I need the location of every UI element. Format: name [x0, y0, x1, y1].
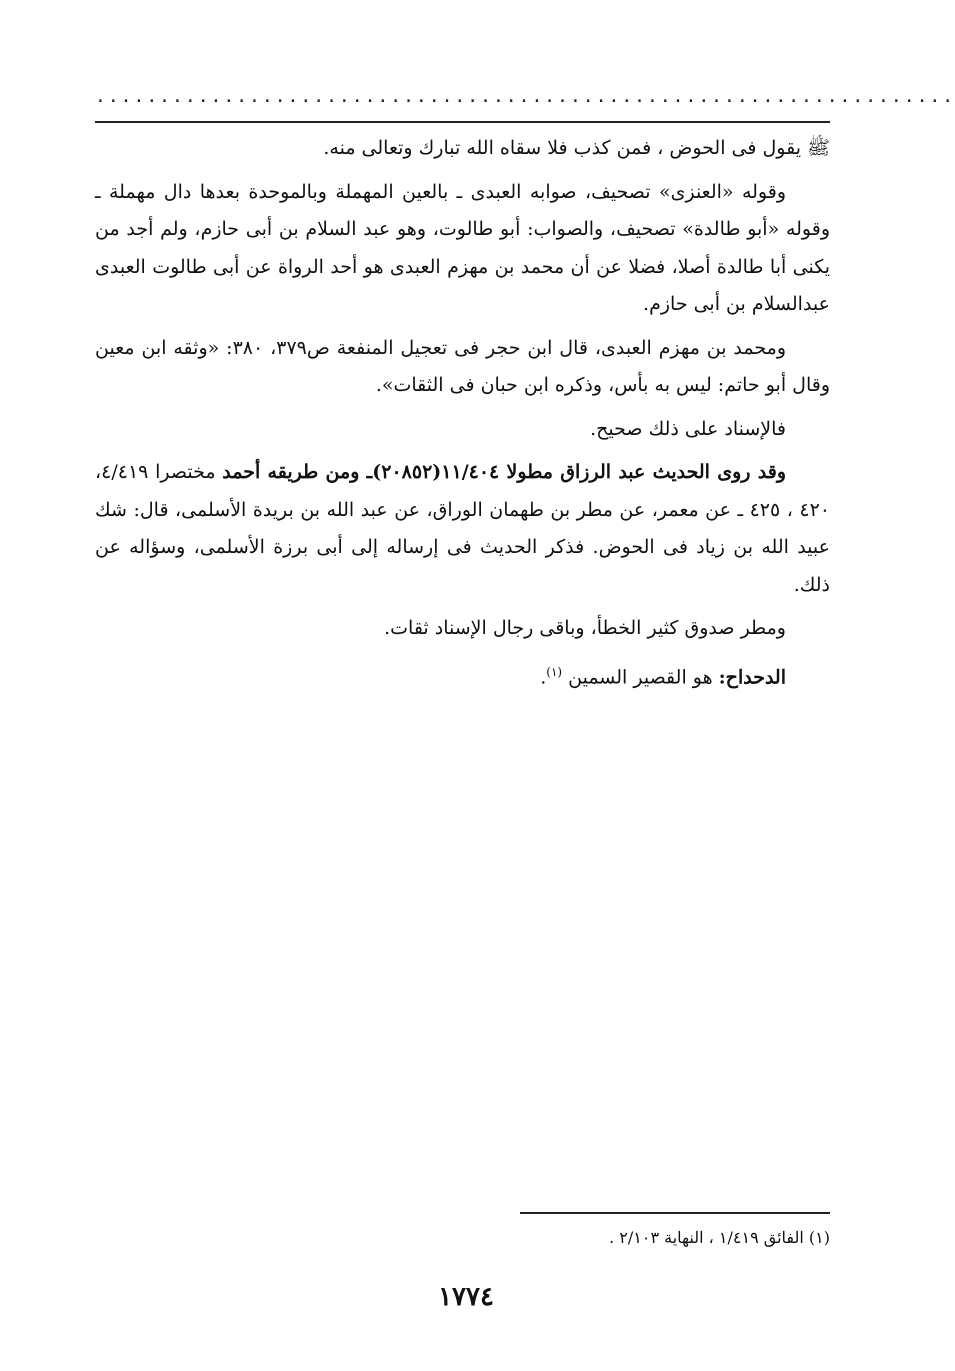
- footnote: (١) الفائق ١/٤١٩ ، النهاية ٢/١٠٣ .: [609, 1228, 830, 1247]
- paragraph-ibn-mahzam: ومحمد بن مهزم العبدى، قال ابن حجر فى تعجيل المنفعة ص٣٧٩، ٣٨٠: «وثقه ابن معين وقال أبو حاتم: ليس به بأس، وذكره ابن حبان فى الثقات».: [95, 336, 830, 396]
- gloss-end: .: [540, 665, 547, 688]
- paragraph-riwaya: [95, 454, 830, 604]
- page-number: ١٧٧٤: [438, 1282, 494, 1312]
- riwaya-details: مختصرا ٤/٤١٩، ٤٢٠ ، ٤٢٥ ـ عن معمر، عن مطر بن طهمان الوراق، عن عبد الله بن بريدة الأسلمى، قال: شك عبيد الله بن زياد فى الحوض. فذكر الحديث فى إرساله إلى أبى برزة الأسلمى، وسؤاله عن ذلك.: [95, 461, 830, 596]
- paragraph-isnad-sahih: فالإسناد على ذلك صحيح.: [590, 417, 786, 440]
- paragraph-matar: ومطر صدوق كثير الخطأ، وباقى رجال الإسناد ثقات.: [384, 617, 786, 639]
- gloss-term: الدحداح:: [718, 665, 786, 688]
- header-rule: [95, 121, 830, 123]
- footnote-rule: [520, 1212, 830, 1214]
- header-dotted-line: ...................................................................: [95, 86, 955, 107]
- paragraph-hadith-ending: ﷺ يقول فى الحوض ، فمن كذب فلا سقاه الله تبارك وتعالى منه.: [323, 137, 830, 159]
- footnote-reference[interactable]: (١): [546, 664, 563, 679]
- riwaya-ahmad: ـ ومن طريقه أحمد: [222, 461, 373, 483]
- riwaya-abd-al-razzaq: وقد روى الحديث عبد الرزاق مطولا ١١/٤٠٤(٢٠٨٥٢): [372, 461, 786, 483]
- gloss-definition: هو القصير السمين: [568, 665, 713, 688]
- paragraph-tashif-note: وقوله «العنزى» تصحيف، صوابه العبدى ـ بالعين المهملة وبالموحدة بعدها دال مهملة ـ وقوله «أبو طالدة» تصحيف، والصواب: أبو طالوت، وهو عبد السلام بن أبى حازم، ولم أجد من يكنى أبا طالدة أصلا، فضلا عن أن محمد بن مهزم العبدى هو أحد الرواة عن أبى طالوت العبدى عبدالسلام بن أبى حازم.: [95, 180, 830, 315]
- main-text: [95, 130, 830, 702]
- paragraph-gloss: [95, 654, 830, 697]
